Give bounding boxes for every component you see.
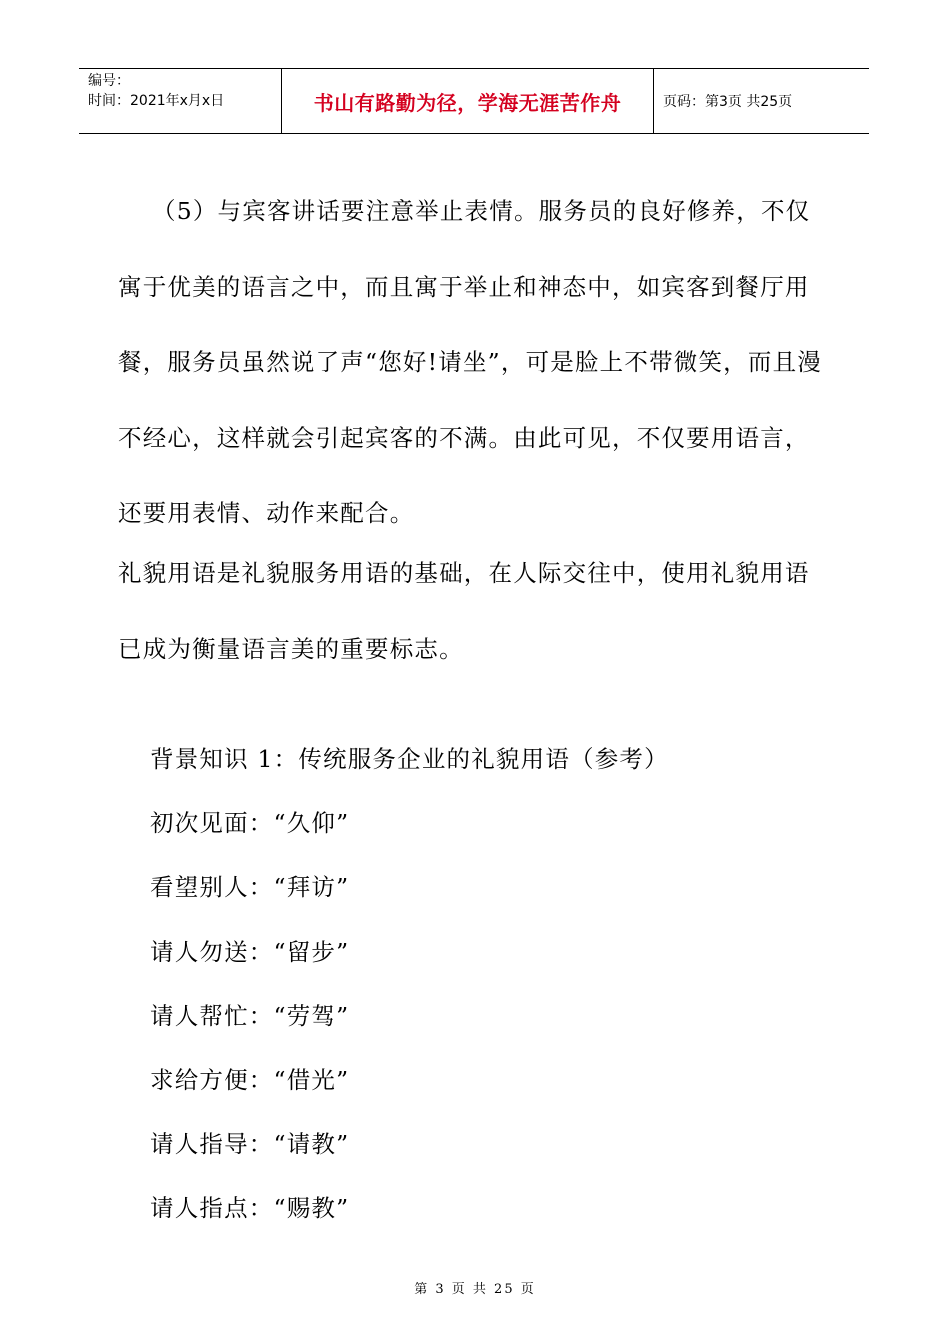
list-item: 求给方便：“借光”: [150, 1065, 350, 1094]
number-label: 编号：: [88, 73, 130, 89]
page-header: [79, 68, 869, 134]
list-item: 请人勿送：“留步”: [150, 937, 350, 966]
time-label: 时间：2021年x月x日: [88, 93, 225, 109]
list-item: 初次见面：“久仰”: [150, 809, 350, 838]
section-title: 背景知识 1：传统服务企业的礼貌用语（参考）: [150, 745, 669, 773]
paragraph-greeting-manner: （5）与宾客讲话要注意举止表情。服务员的良好修养，不仅寓于优美的语言之中，而且寓于举止和神态中，如宾客到餐厅用餐，服务员虽然说了声“您好!请坐”，可是脸上不带微笑，而且漫不经心，这样就会引起宾客的不满。由此可见，不仅要用语言，还要用表情、动作来配合。: [118, 197, 822, 527]
list-item: 请人指点：“赐教”: [150, 1194, 350, 1223]
list-item: 请人帮忙：“劳驾”: [150, 1001, 350, 1030]
header-page-info: 页码：第3页 共25页: [663, 94, 793, 110]
list-item: 请人指导：“请教”: [150, 1130, 350, 1159]
polite-phrase-list: [150, 738, 850, 1252]
paragraph-polite-language: 礼貌用语是礼貌服务用语的基础，在人际交往中，使用礼貌用语已成为衡量语言美的重要标志。: [118, 559, 810, 663]
list-item: 看望别人：“拜访”: [150, 873, 350, 902]
page-footer: 第 3 页 共 25 页: [414, 1282, 536, 1297]
header-meta-cell: [79, 69, 282, 133]
header-motto: 书山有路勤为径，学海无涯苦作舟: [282, 69, 654, 133]
